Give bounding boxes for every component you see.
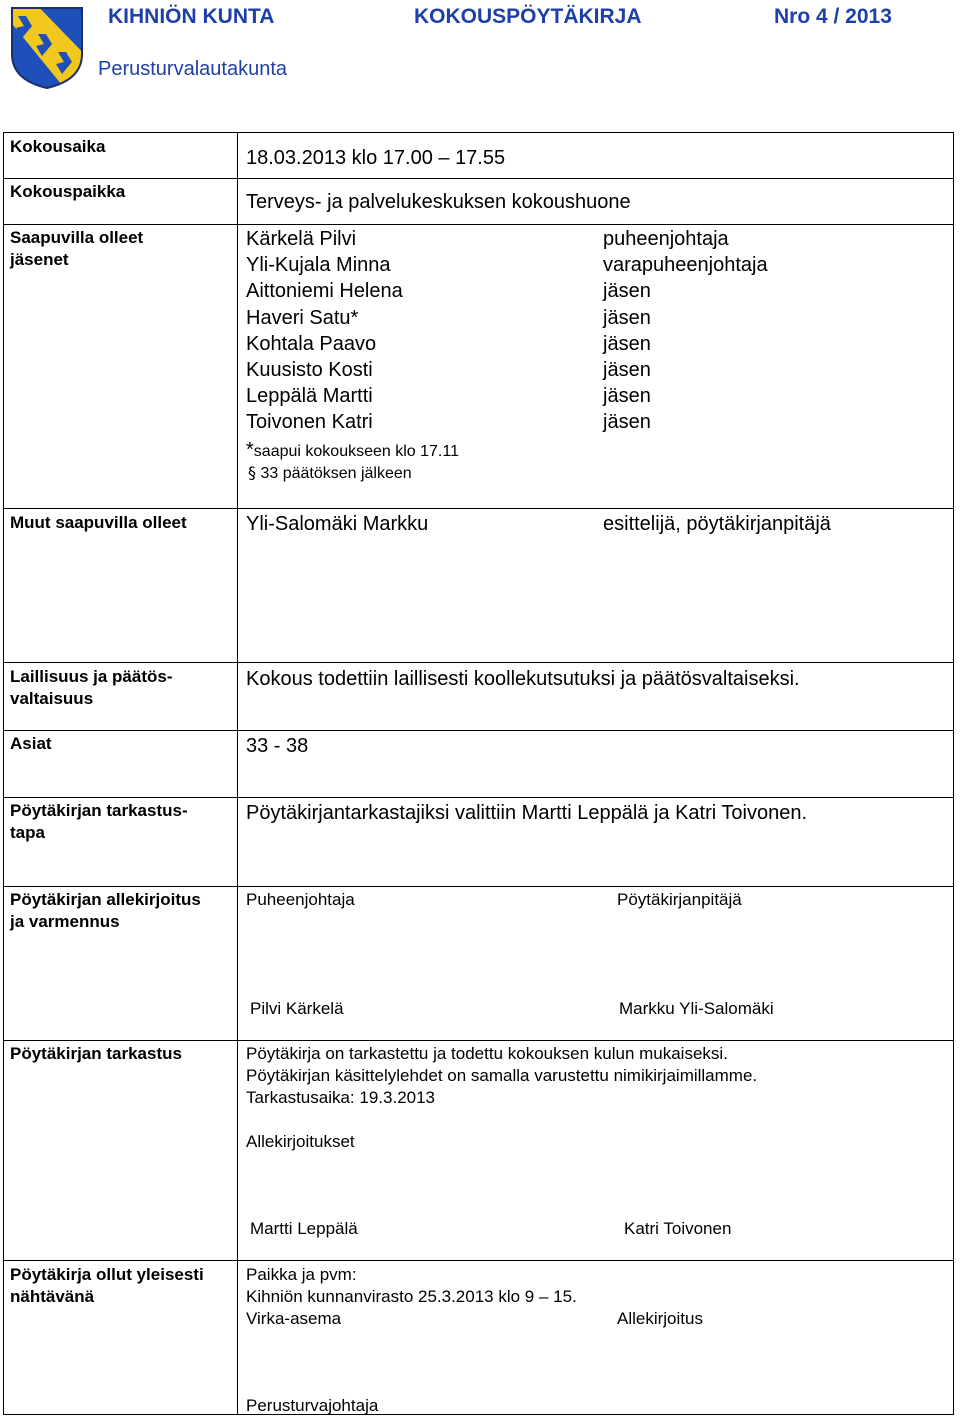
others-label: Muut saapuvilla olleet	[10, 513, 187, 532]
meeting-place-label: Kokouspaikka	[10, 182, 126, 201]
member-names	[246, 226, 403, 436]
late-arrival-note-line2: 33 päätöksen jälkeen	[260, 465, 412, 482]
member-role: jäsen	[603, 306, 651, 329]
row-divider	[3, 730, 954, 731]
review-method-label-line: Pöytäkirjan tarkastus-	[10, 801, 188, 820]
row-divider	[3, 662, 954, 663]
asterisk: *	[246, 439, 254, 461]
review-method-label	[10, 800, 188, 844]
position-label: Virka-asema	[246, 1309, 342, 1328]
signatures-label: Allekirjoitukset	[246, 1132, 355, 1151]
legality-label	[10, 666, 173, 710]
row-divider	[3, 797, 954, 798]
member-role: jäsen	[603, 359, 651, 382]
member-name: Kohtala Paavo	[246, 332, 377, 355]
reviewer-name-right: Katri Toivonen	[624, 1219, 732, 1238]
member-role: varapuheenjohtaja	[603, 254, 768, 277]
signing-label-line: ja varmennus	[10, 912, 120, 931]
chairperson-role: Puheenjohtaja	[246, 890, 355, 909]
document-type: KOKOUSPÖYTÄKIRJA	[414, 5, 642, 28]
items-value: 33 - 38	[246, 735, 309, 757]
municipality-name: KIHNIÖN KUNTA	[108, 5, 275, 28]
member-role: jäsen	[603, 385, 651, 408]
row-divider	[3, 508, 954, 509]
reviewer-name-left: Martti Leppälä	[250, 1219, 358, 1238]
row-divider	[3, 886, 954, 887]
chairperson-name: Pilvi Kärkelä	[250, 999, 344, 1018]
public-display-label-line: Pöytäkirja ollut yleisesti	[10, 1265, 204, 1284]
member-role: jäsen	[603, 411, 651, 434]
member-name: Kärkelä Pilvi	[246, 228, 357, 250]
legality-value: Kokous todettiin laillisesti koollekutsutuksi ja päätösvaltaiseksi.	[246, 668, 800, 690]
meeting-place-value: Terveys- ja palvelukeskuksen kokoushuone	[246, 191, 631, 213]
member-name: Yli-Kujala Minna	[246, 254, 391, 277]
items-label: Asiat	[10, 734, 52, 753]
others-name: Yli-Salomäki Markku	[246, 513, 429, 535]
late-arrival-note-section	[248, 463, 412, 484]
member-name: Haveri Satu*	[246, 306, 359, 329]
secretary-role: Pöytäkirjanpitäjä	[617, 890, 742, 909]
others-role: esittelijä, pöytäkirjanpitäjä	[603, 513, 831, 535]
member-name: Toivonen Katri	[246, 411, 373, 434]
row-divider	[3, 178, 954, 179]
signature-label: Allekirjoitus	[617, 1309, 703, 1328]
review-text-line: Pöytäkirjan käsittelylehdet on samalla varustettu nimikirjaimillamme.	[246, 1066, 758, 1085]
attendees-label	[10, 227, 143, 271]
secretary-name: Markku Yli-Salomäki	[619, 999, 774, 1018]
review-date: Tarkastusaika: 19.3.2013	[246, 1088, 436, 1107]
member-name: Kuusisto Kosti	[246, 359, 373, 382]
meeting-time-value: 18.03.2013 klo 17.00 – 17.55	[246, 147, 506, 169]
review-text	[246, 1043, 757, 1109]
column-divider	[237, 132, 238, 1415]
position-value: Perusturvajohtaja	[246, 1396, 379, 1415]
municipal-crest-icon	[8, 4, 86, 90]
place-date-value: Kihniön kunnanvirasto 25.3.2013 klo 9 – 15.	[246, 1287, 577, 1306]
member-name: Leppälä Martti	[246, 385, 373, 408]
place-date-label: Paikka ja pvm:	[246, 1265, 357, 1284]
meeting-time-label: Kokousaika	[10, 137, 106, 156]
committee-name: Perusturvalautakunta	[98, 58, 288, 80]
signing-label-line: Pöytäkirjan allekirjoitus	[10, 890, 201, 909]
attendees-label-line: jäsenet	[10, 250, 69, 269]
public-display-label	[10, 1264, 204, 1308]
member-name: Aittoniemi Helena	[246, 280, 403, 303]
document-number: Nro 4 / 2013	[774, 5, 892, 28]
row-divider	[3, 1040, 954, 1041]
review-method-label-line: tapa	[10, 823, 45, 842]
late-arrival-note-line1: saapui kokoukseen klo 17.11	[253, 443, 459, 460]
member-role: jäsen	[603, 280, 651, 303]
member-role: jäsen	[603, 332, 651, 355]
legality-label-line: valtaisuus	[10, 689, 94, 708]
section-sign: §	[248, 463, 256, 482]
row-divider	[3, 224, 954, 225]
review-method-value: Pöytäkirjantarkastajiksi valittiin Martti Leppälä ja Katri Toivonen.	[246, 802, 808, 824]
signing-label	[10, 889, 201, 933]
legality-label-line: Laillisuus ja päätös-	[10, 667, 173, 686]
minutes-table	[3, 132, 954, 1415]
attendees-label-line: Saapuvilla olleet	[10, 228, 144, 247]
member-role: puheenjohtaja	[603, 228, 729, 250]
late-arrival-note	[246, 440, 459, 462]
document-header	[0, 0, 960, 110]
review-text-line: Pöytäkirja on tarkastettu ja todettu kokouksen kulun mukaiseksi.	[246, 1044, 728, 1063]
row-divider	[3, 1260, 954, 1261]
member-roles	[603, 226, 768, 436]
review-label: Pöytäkirjan tarkastus	[10, 1044, 182, 1063]
public-display-label-line: nähtävänä	[10, 1287, 95, 1306]
